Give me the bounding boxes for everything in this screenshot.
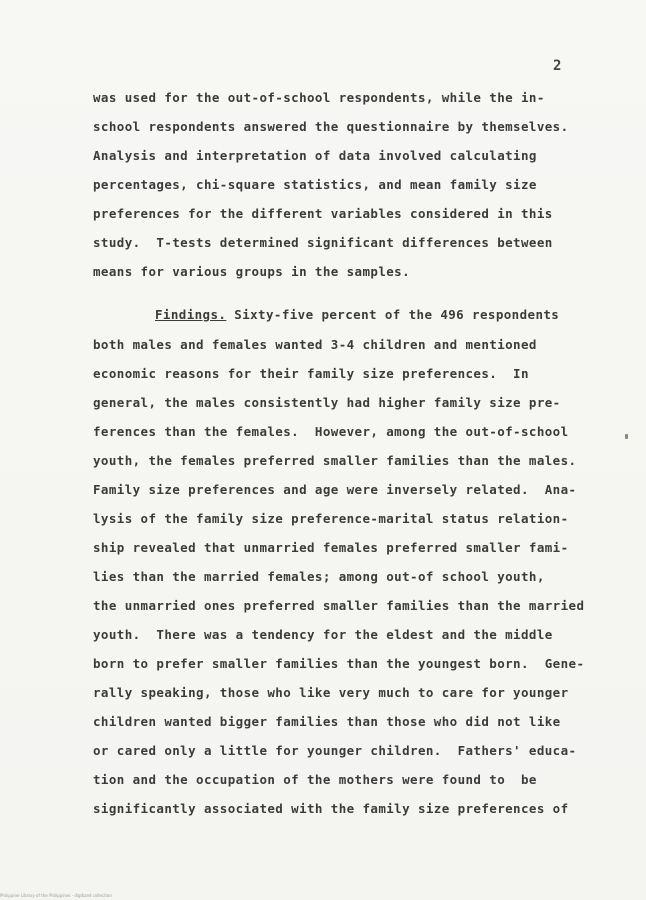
findings-line: youth, the females preferred smaller families than the males. (93, 453, 577, 468)
page-number: 2 (553, 58, 562, 74)
findings-line: ferences than the females. However, among the out-of-school (93, 424, 569, 439)
findings-line: economic reasons for their family size preferences. In (93, 366, 529, 381)
findings-first-line (155, 307, 559, 322)
findings-line: rally speaking, those who like very much to care for younger (93, 685, 569, 700)
findings-first-line-text: Sixty-five percent of the 496 respondents (226, 307, 560, 322)
findings-line: lies than the married females; among out-of school youth, (93, 569, 545, 584)
findings-line: lysis of the family size preference-marital status relation- (93, 511, 569, 526)
method-line-1: was used for the out-of-school respondents, while the in- (93, 90, 545, 105)
ink-mark (625, 434, 628, 439)
method-line-2: school respondents answered the questionnaire by themselves. (93, 119, 569, 134)
findings-line: general, the males consistently had higher family size pre- (93, 395, 561, 410)
findings-line: youth. There was a tendency for the eldest and the middle (93, 627, 553, 642)
findings-line: born to prefer smaller families than the youngest born. Gene- (93, 656, 585, 671)
method-line-6: study. T-tests determined significant differences between (93, 235, 553, 250)
method-line-4: percentages, chi-square statistics, and mean family size (93, 177, 537, 192)
findings-line: or cared only a little for younger children. Fathers' educa- (93, 743, 577, 758)
findings-line: the unmarried ones preferred smaller families than the married (93, 598, 585, 613)
findings-line: significantly associated with the family size preferences of (93, 801, 569, 816)
method-line-7: means for various groups in the samples. (93, 264, 411, 279)
findings-line: ship revealed that unmarried females preferred smaller fami- (93, 540, 569, 555)
method-line-3: Analysis and interpretation of data involved calculating (93, 148, 537, 163)
findings-line: both males and females wanted 3-4 children and mentioned (93, 337, 537, 352)
findings-line: children wanted bigger families than those who did not like (93, 714, 561, 729)
findings-line: tion and the occupation of the mothers were found to be (93, 772, 537, 787)
method-line-5: preferences for the different variables considered in this (93, 206, 553, 221)
findings-heading: Findings. (155, 307, 227, 322)
findings-line: Family size preferences and age were inversely related. Ana- (93, 482, 577, 497)
archive-footer: Philippine Library of the Philippines · digitized collection (0, 893, 112, 898)
